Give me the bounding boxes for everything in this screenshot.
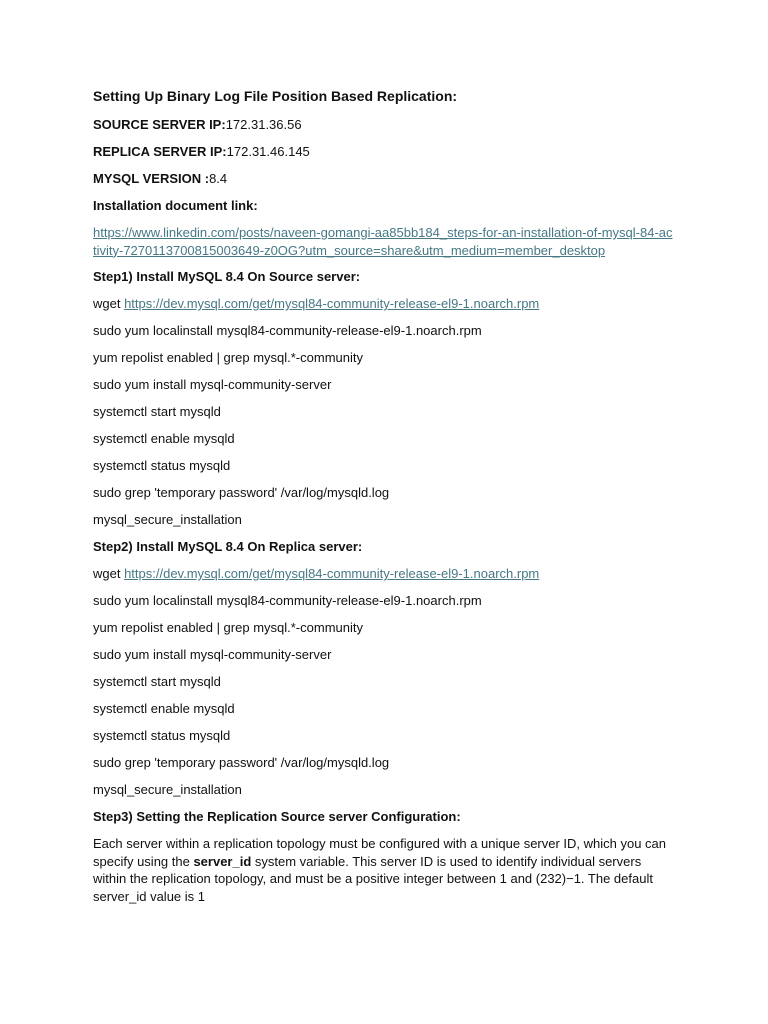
installation-doc-label: Installation document link:: [93, 198, 258, 213]
step1-command: sudo grep 'temporary password' /var/log/mysqld.log: [93, 485, 390, 500]
step2-command: sudo grep 'temporary password' /var/log/mysqld.log: [93, 755, 390, 770]
step1-command: sudo yum install mysql-community-server: [93, 377, 332, 392]
step2-wget-link[interactable]: https://dev.mysql.com/get/mysql84-community-release-el9-1.noarch.rpm: [124, 566, 540, 581]
source-server-ip-value: 172.31.36.56: [225, 117, 302, 132]
step1-wget-link[interactable]: https://dev.mysql.com/get/mysql84-community-release-el9-1.noarch.rpm: [124, 296, 540, 311]
mysql-version-value: 8.4: [209, 171, 228, 186]
step2-command: systemctl status mysqld: [93, 728, 231, 743]
source-server-ip-label: SOURCE SERVER IP:: [93, 117, 226, 132]
step1-command: yum repolist enabled | grep mysql.*-community: [93, 350, 363, 365]
step2-command: systemctl enable mysqld: [93, 701, 235, 716]
mysql-version-label: MYSQL VERSION :: [93, 171, 210, 186]
step2-command: sudo yum install mysql-community-server: [93, 647, 332, 662]
step3-para-after: system variable. This server ID is used to identify individual servers within the replication topology, and must be a positive integer between 1 and (232)−1. The default server_id value is 1: [93, 853, 653, 904]
document-page: [93, 86, 683, 905]
replica-server-ip: [93, 143, 683, 160]
installation-doc-link[interactable]: https://www.linkedin.com/posts/naveen-gomangi-aa85bb184_steps-for-an-installation-of-mysql-84-activity-7270113700815003649-z0OG?utm_source=share&utm_medium=member_desktop: [93, 225, 673, 258]
installation-doc-link-block: [93, 224, 673, 259]
step1-command: systemctl enable mysqld: [93, 431, 235, 446]
step2-command: sudo yum localinstall mysql84-community-release-el9-1.noarch.rpm: [93, 593, 482, 608]
step3-heading: Step3) Setting the Replication Source server Configuration:: [93, 809, 461, 824]
step2-wget-line: [93, 565, 683, 582]
step1-command: sudo yum localinstall mysql84-community-release-el9-1.noarch.rpm: [93, 323, 482, 338]
replica-server-ip-label: REPLICA SERVER IP:: [93, 144, 227, 159]
step1-command: systemctl status mysqld: [93, 458, 231, 473]
source-server-ip: [93, 116, 683, 133]
step1-wget-line: [93, 295, 683, 312]
server-id-term: server_id: [193, 853, 252, 869]
mysql-version: [93, 170, 683, 187]
step1-command: mysql_secure_installation: [93, 512, 242, 527]
step1-heading: Step1) Install MySQL 8.4 On Source server:: [93, 269, 361, 284]
step3-paragraph: [93, 835, 678, 905]
step2-command: mysql_secure_installation: [93, 782, 242, 797]
step2-command: systemctl start mysqld: [93, 674, 221, 689]
step2-command: yum repolist enabled | grep mysql.*-community: [93, 620, 363, 635]
step3-para-before: Each server within a replication topology must be configured with a unique server ID, which you can specify using the: [93, 836, 667, 869]
document-title: Setting Up Binary Log File Position Based Replication:: [93, 88, 458, 104]
step1-wget-prefix: wget: [93, 296, 125, 311]
replica-server-ip-value: 172.31.46.145: [226, 144, 310, 159]
step2-wget-prefix: wget: [93, 566, 125, 581]
step2-heading: Step2) Install MySQL 8.4 On Replica server:: [93, 539, 363, 554]
step1-command: systemctl start mysqld: [93, 404, 221, 419]
